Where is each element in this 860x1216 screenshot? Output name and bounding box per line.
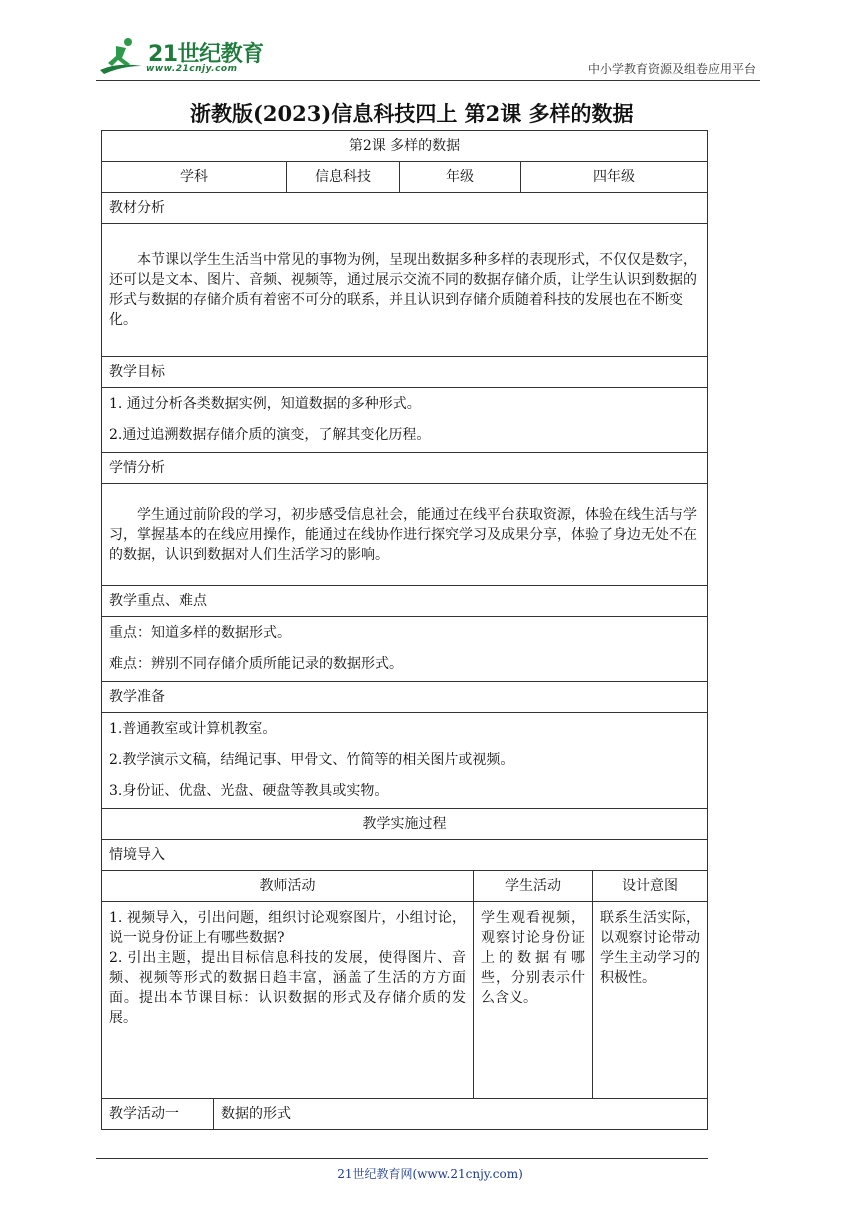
textbook-analysis: 本节课以学生生活当中常见的事物为例，呈现出数据多种多样的表现形式，不仅仅是数字，还可以是文本、图片、音频、视频等，通过展示交流不同的数据存储介质，让学生认识到数据的形式与数据的存储介质有着密不可分的联系，并且认识到存储介质随着科技的发展也在不断变化。 xyxy=(102,224,708,357)
prep-heading: 教学准备 xyxy=(102,682,708,713)
textbook-heading: 教材分析 xyxy=(102,193,708,224)
runner-logo-icon xyxy=(98,36,146,76)
goals-list xyxy=(102,388,708,453)
grade-value: 四年级 xyxy=(521,162,708,193)
logo-text: 21世纪教育 xyxy=(148,42,264,67)
goal-item: 1. 通过分析各类数据实例，知道数据的多种形式。 xyxy=(109,396,421,412)
lesson-title-cell: 第2课 多样的数据 xyxy=(102,131,708,162)
keypoint-item: 重点：知道多样的数据形式。 xyxy=(109,625,291,641)
teacher-activity-item: 2. 引出主题，提出目标信息科技的发展，使得图片、音频、视频等形式的数据日趋丰富，涵盖了生活的方方面面。提出本节课目标：认识数据的形式及存储介质的发展。 xyxy=(109,950,466,1026)
goals-heading: 教学目标 xyxy=(102,357,708,388)
document-title: 浙教版(2023)信息科技四上 第2课 多样的数据 xyxy=(190,101,634,126)
logo-url: www.21cnjy.com xyxy=(146,64,238,74)
footer-divider xyxy=(96,1158,708,1159)
page-header xyxy=(96,34,756,82)
process-heading: 教学实施过程 xyxy=(102,809,708,840)
design-intent-header: 设计意图 xyxy=(593,871,708,902)
intro-heading: 情境导入 xyxy=(102,840,708,871)
students-analysis: 学生通过前阶段的学习，初步感受信息社会，能通过在线平台获取资源，体验在线生活与学习，掌握基本的在线应用操作，能通过在线协作进行探究学习及成果分享，体验了身边无处不在的数据，认识到数据对人们生活学习的影响。 xyxy=(102,484,708,586)
design-intent-cell: 联系生活实际，以观察讨论带动学生主动学习的积极性。 xyxy=(593,902,708,1099)
keypoint-item: 难点：辨别不同存储介质所能记录的数据形式。 xyxy=(109,656,403,672)
student-activity-cell: 学生观看视频，观察讨论身份证上的数据有哪些，分别表示什么含义。 xyxy=(474,902,593,1099)
teacher-activity-item: 1. 视频导入，引出问题，组织讨论观察图片，小组讨论，说一说身份证上有哪些数据? xyxy=(109,910,466,946)
grade-label: 年级 xyxy=(400,162,521,193)
activity-one-label: 教学活动一 xyxy=(102,1099,214,1130)
teacher-activity-cell xyxy=(102,902,474,1099)
keypoints-list xyxy=(102,617,708,682)
platform-name: 中小学教育资源及组卷应用平台 xyxy=(587,62,756,76)
subject-value: 信息科技 xyxy=(287,162,400,193)
footer-source: 21世纪教育网(www.21cnjy.com) xyxy=(337,1167,523,1181)
keypoints-heading: 教学重点、难点 xyxy=(102,586,708,617)
students-heading: 学情分析 xyxy=(102,453,708,484)
prep-item: 2.教学演示文稿，结绳记事、甲骨文、竹简等的相关图片或视频。 xyxy=(109,752,515,768)
prep-item: 1.普通教室或计算机教室。 xyxy=(109,721,277,737)
lesson-plan-table xyxy=(101,130,708,1130)
goal-item: 2.通过追溯数据存储介质的演变，了解其变化历程。 xyxy=(109,427,431,443)
subject-label: 学科 xyxy=(102,162,287,193)
teacher-activity-header: 教师活动 xyxy=(102,871,474,902)
header-divider xyxy=(96,80,760,81)
logo xyxy=(96,34,266,80)
prep-list xyxy=(102,713,708,809)
student-activity-header: 学生活动 xyxy=(474,871,593,902)
prep-item: 3.身份证、优盘、光盘、硬盘等教具或实物。 xyxy=(109,783,389,799)
activity-one-value: 数据的形式 xyxy=(214,1099,708,1130)
